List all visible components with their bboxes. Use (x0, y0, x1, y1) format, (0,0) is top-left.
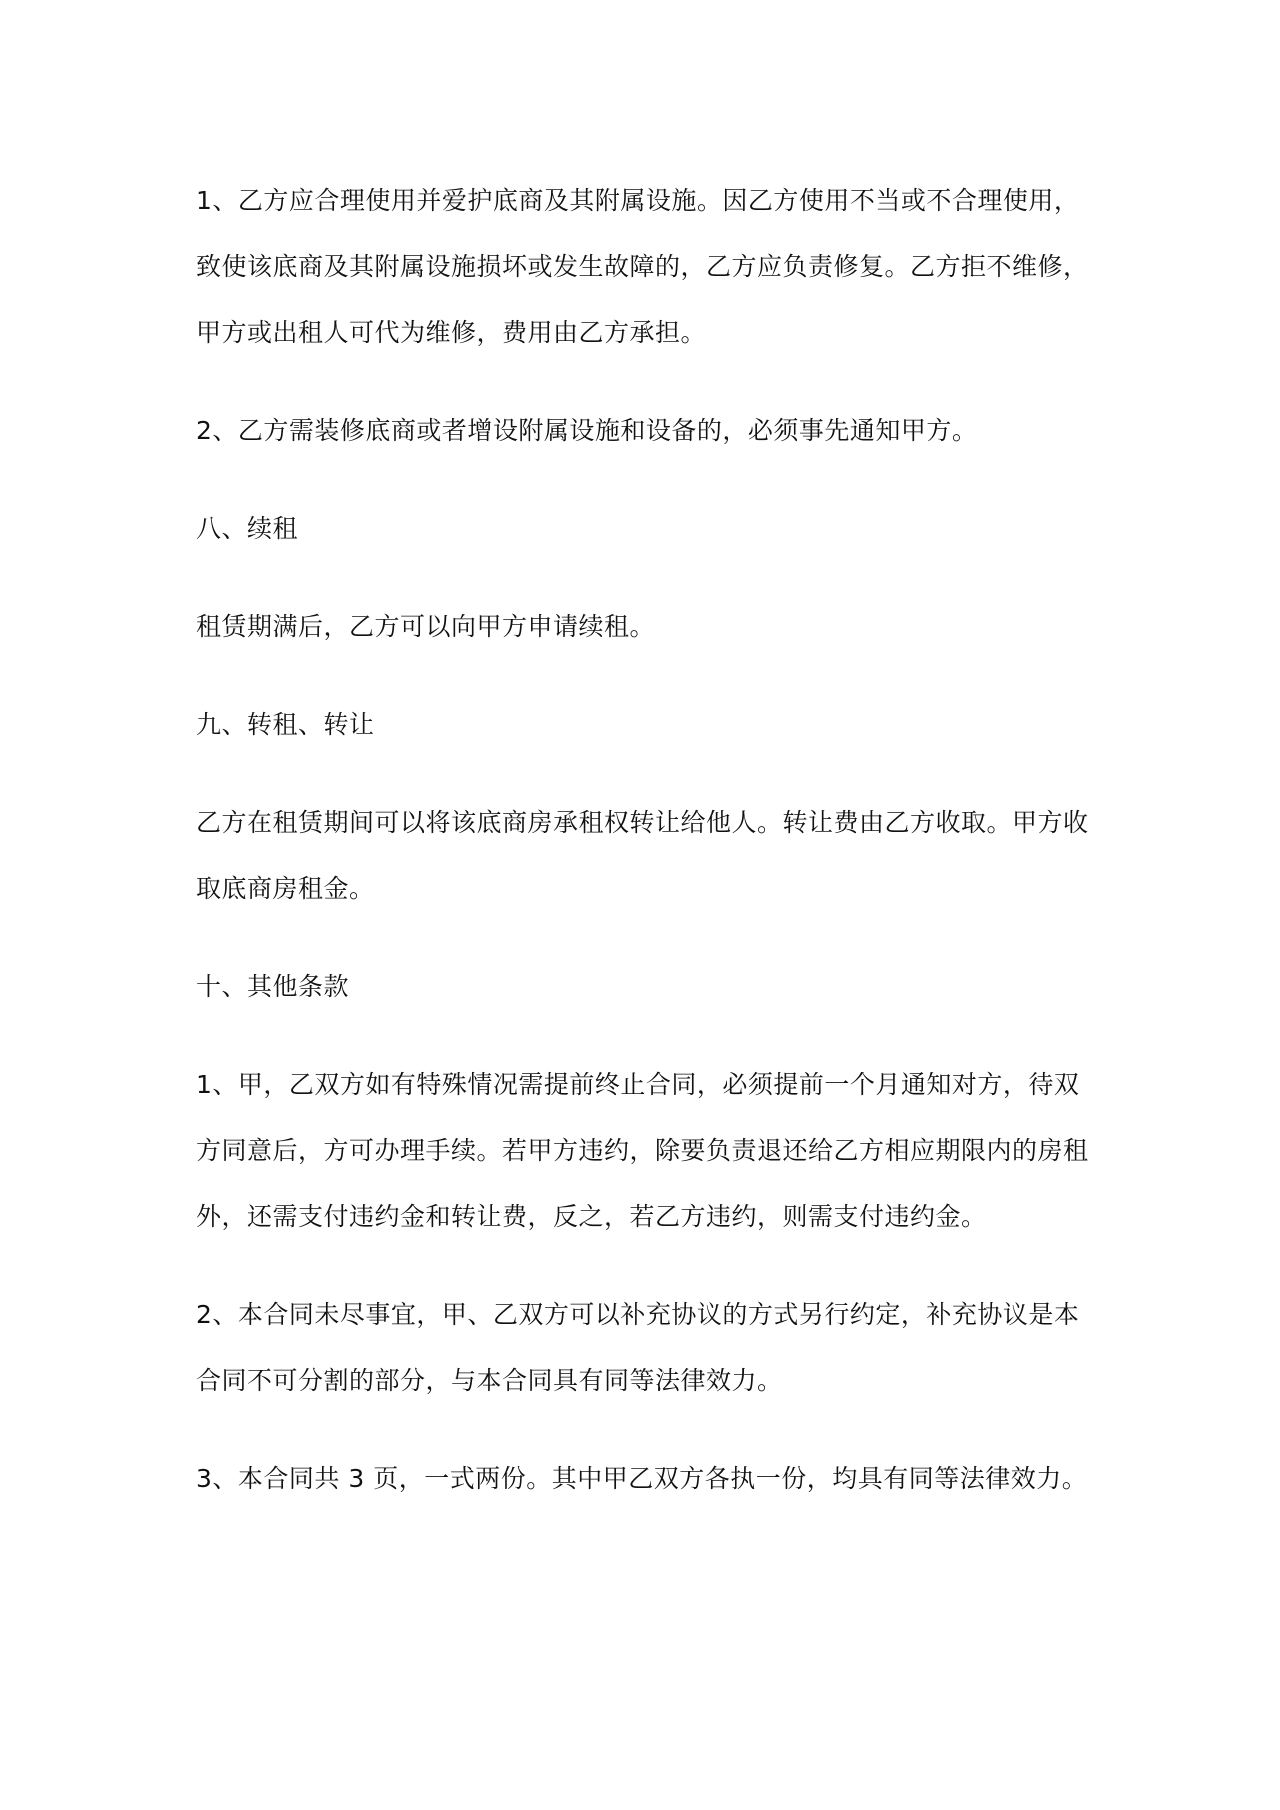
sublease-paragraph (196, 790, 1096, 922)
document-page (196, 168, 1096, 1544)
text-line: 2、本合同未尽事宜，甲、乙双方可以补充协议的方式另行约定，补充协议是本 (196, 1300, 1080, 1329)
clause-2-paragraph (196, 398, 1096, 464)
text-line: 2、乙方需装修底商或者增设附属设施和设备的，必须事先通知甲方。 (196, 416, 978, 445)
text-line: 1、甲，乙双方如有特殊情况需提前终止合同，必须提前一个月通知对方，待双 (196, 1070, 1080, 1099)
text-line: 方同意后，方可办理手续。若甲方违约，除要负责退还给乙方相应期限内的房租 (196, 1136, 1089, 1165)
section-heading-sublease (196, 692, 1096, 758)
text-line: 3、本合同共 3 页，一式两份。其中甲乙双方各执一份，均具有同等法律效力。 (196, 1464, 1088, 1493)
text-line: 租赁期满后，乙方可以向甲方申请续租。 (196, 612, 656, 641)
section-heading-other-terms (196, 954, 1096, 1020)
text-line: 取底商房租金。 (196, 874, 375, 903)
section-heading-renewal (196, 496, 1096, 562)
heading-text: 八、续租 (196, 514, 299, 543)
text-line: 甲方或出租人可代为维修，费用由乙方承担。 (196, 318, 707, 347)
heading-text: 九、转租、转让 (196, 710, 375, 739)
text-line: 致使该底商及其附属设施损坏或发生故障的，乙方应负责修复。乙方拒不维修， (196, 252, 1089, 281)
other-terms-clause-3 (196, 1446, 1096, 1512)
text-line: 乙方在租赁期间可以将该底商房承租权转让给他人。转让费由乙方收取。甲方收 (196, 808, 1089, 837)
text-line: 1、乙方应合理使用并爱护底商及其附属设施。因乙方使用不当或不合理使用， (196, 186, 1080, 215)
heading-text: 十、其他条款 (196, 972, 350, 1001)
other-terms-clause-1 (196, 1052, 1096, 1250)
other-terms-clause-2 (196, 1282, 1096, 1414)
renewal-paragraph (196, 594, 1096, 660)
text-line: 外，还需支付违约金和转让费，反之，若乙方违约，则需支付违约金。 (196, 1202, 987, 1231)
clause-1-paragraph (196, 168, 1096, 366)
text-line: 合同不可分割的部分，与本合同具有同等法律效力。 (196, 1366, 783, 1395)
